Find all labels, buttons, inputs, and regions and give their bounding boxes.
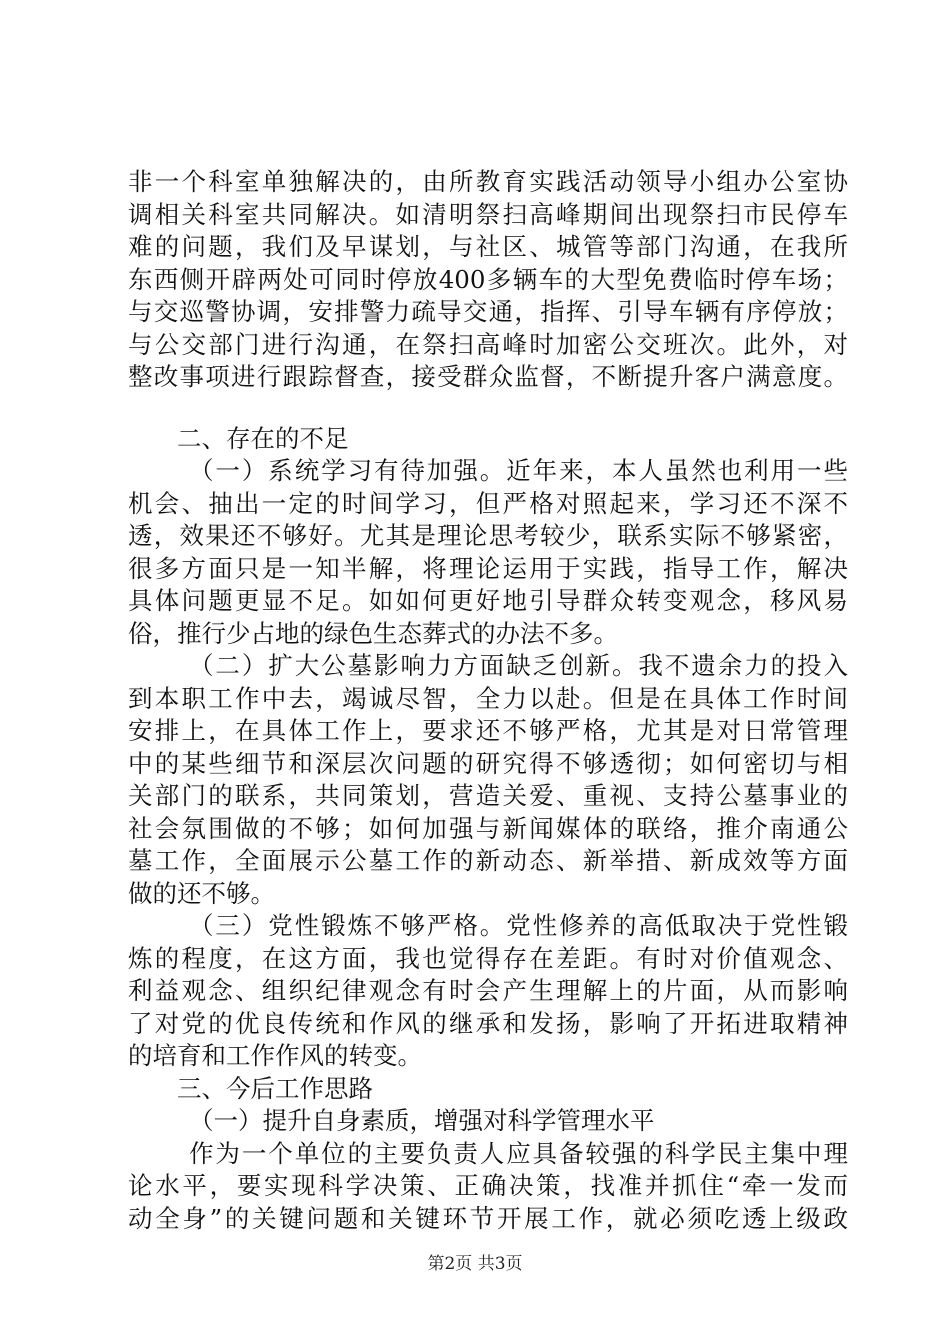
text-line: 动全身”的关键问题和关键环节开展工作，就必须吃透上级政 — [128, 1203, 848, 1233]
text-line: 具体问题更显不足。如如何更好地引导群众转变观念，移风易 — [128, 586, 848, 615]
text-line: 做的还不够。 — [128, 878, 275, 908]
text-line: 关部门的联系，共同策划，营造关爱、重视、支持公墓事业的 — [128, 781, 848, 810]
text-line: 到本职工作中去，竭诚尽智，全力以赴。但是在具体工作时间 — [128, 683, 848, 713]
text-line: 利益观念、组织纪律观念有时会产生理解上的片面，从而影响 — [128, 976, 848, 1005]
text-line: 透，效果还不够好。尤其是理论思考较少，联系实际不够紧密， — [128, 521, 848, 550]
section-heading-future-work: 三、今后工作思路 — [177, 1073, 373, 1103]
paragraph-continuation — [128, 166, 848, 394]
text-line: 论水平，要实现科学决策、正确决策，找准并抓住“牵一发而 — [128, 1171, 848, 1200]
page-number-footer: 第2页 共3页 — [427, 1254, 523, 1274]
text-line: 社会氛围做的不够；如何加强与新闻媒体的联络，推介南通公 — [128, 813, 848, 843]
text-line: 俗，推行少占地的绿色生态葬式的办法不多。 — [128, 618, 618, 648]
text-line: 与交巡警协调，安排警力疏导交通，指挥、引导车辆有序停放； — [128, 297, 848, 326]
text-line: 墓工作，全面展示公墓工作的新动态、新举措、新成效等方面 — [128, 846, 848, 875]
text-line: 很多方面只是一知半解，将理论运用于实践，指导工作，解决 — [128, 553, 848, 583]
paragraph-item-2-1 — [128, 455, 848, 650]
text-line: 调相关科室共同解决。如清明祭扫高峰期间出现祭扫市民停车 — [128, 199, 848, 229]
text-line: 与公交部门进行沟通，在祭扫高峰时加密公交班次。此外，对 — [128, 329, 848, 359]
text-line: 机会、抽出一定的时间学习，但严格对照起来，学习还不深不 — [128, 488, 848, 518]
text-line: 整改事项进行跟踪督查，接受群众监督，不断提升客户满意度。 — [128, 362, 848, 391]
text-line: 炼的程度，在这方面，我也觉得存在差距。有时对价值观念、 — [128, 943, 848, 973]
text-line: 作为一个单位的主要负责人应具备较强的科学民主集中理 — [189, 1138, 848, 1168]
paragraph-gap — [128, 394, 848, 423]
text-line: 非一个科室单独解决的，由所教育实践活动领导小组办公室协 — [128, 167, 848, 196]
text-line: 东西侧开辟两处可同时停放400多辆车的大型免费临时停车场； — [128, 264, 848, 294]
text-line: （三）党性锻炼不够严格。党性修养的高低取决于党性锻 — [189, 911, 848, 940]
section-heading-shortcomings: 二、存在的不足 — [177, 423, 349, 453]
document-body — [128, 166, 848, 1235]
paragraph-item-3-1 — [128, 1138, 848, 1236]
text-line: （二）扩大公墓影响力方面缺乏创新。我不遗余力的投入 — [189, 651, 848, 680]
text-line: 安排上，在具体工作上，要求还不够严格，尤其是对日常管理 — [128, 716, 848, 745]
subsection-heading-3-1: （一）提升自身素质，增强对科学管理水平 — [189, 1106, 655, 1135]
text-line: （一）系统学习有待加强。近年来，本人虽然也利用一些 — [189, 456, 848, 485]
text-line: 的培育和工作作风的转变。 — [128, 1041, 422, 1070]
paragraph-item-2-3 — [128, 910, 848, 1073]
text-line: 中的某些细节和深层次问题的研究得不够透彻；如何密切与相 — [128, 748, 848, 778]
paragraph-item-2-2 — [128, 650, 848, 910]
text-line: 难的问题，我们及早谋划，与社区、城管等部门沟通，在我所 — [128, 232, 848, 261]
text-line: 了对党的优良传统和作风的继承和发扬，影响了开拓进取精神 — [128, 1008, 848, 1038]
